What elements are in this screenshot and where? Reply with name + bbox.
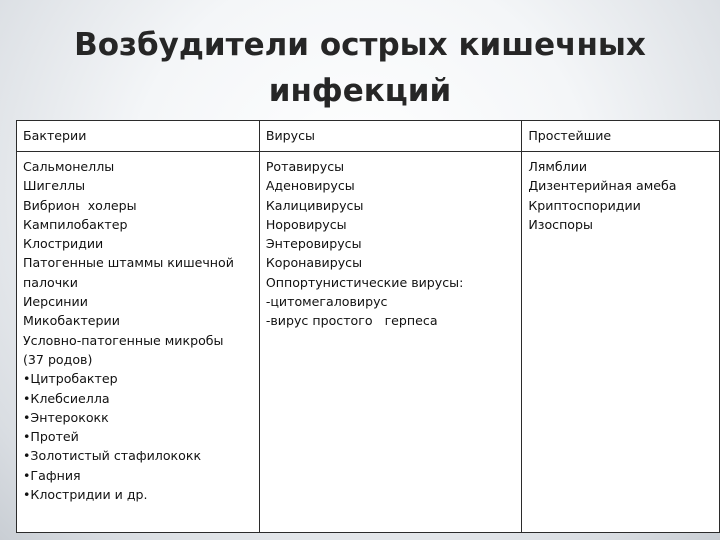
list-item: •Гафния <box>23 467 81 483</box>
list-item: Иерсинии <box>23 294 88 310</box>
list-item: •Золотистый стафилококк <box>23 448 202 464</box>
viruses-cell <box>259 152 522 533</box>
list-item: Условно-патогенные микробы <box>23 332 224 348</box>
list-item: •Клостридии и др. <box>23 487 148 503</box>
list-item: Изоспоры <box>528 216 593 232</box>
list-item: Лямблии <box>528 159 588 174</box>
list-item: Коронавирусы <box>265 255 363 271</box>
list-item: (37 родов) <box>23 351 93 367</box>
list-item: Дизентерийная амеба <box>528 178 677 194</box>
pathogens-table <box>16 120 720 533</box>
list-item: палочки <box>23 274 78 290</box>
table-row <box>17 152 720 533</box>
list-item: Криптоспоридии <box>528 197 641 213</box>
slide-title <box>0 22 720 114</box>
list-item: -цитомегаловирус <box>265 294 388 310</box>
slide-title-line-1: Возбудители острых кишечных <box>74 27 646 63</box>
list-item: Клостридии <box>23 236 104 252</box>
list-item: •Протей <box>23 429 79 445</box>
list-item: Сальмонеллы <box>23 159 115 174</box>
list-item: Патогенные штаммы кишечной <box>23 255 234 271</box>
list-item: •Энтерококк <box>23 409 109 425</box>
list-item: Энтеровирусы <box>265 236 362 252</box>
list-item: Норовирусы <box>265 216 347 232</box>
list-item: Оппортунистические вирусы: <box>265 274 464 290</box>
table-header-row <box>17 121 720 152</box>
list-item: Ротавирусы <box>265 159 345 174</box>
list-item: Вибрион холеры <box>23 197 137 213</box>
header-viruses: Вирусы <box>259 121 522 152</box>
list-item: Кампилобактер <box>23 216 128 232</box>
protozoa-cell <box>522 152 720 533</box>
list-item: Аденовирусы <box>265 178 355 194</box>
bacteria-cell <box>17 152 260 533</box>
slide-title-line-2: инфекций <box>268 73 452 109</box>
list-item: •Клебсиелла <box>23 390 110 406</box>
list-item: Микобактерии <box>23 313 120 329</box>
list-item: Калицивирусы <box>265 197 364 213</box>
header-protozoa: Простейшие <box>522 121 720 152</box>
list-item: Шигеллы <box>23 178 86 194</box>
list-item: -вирус простого герпеса <box>265 313 438 329</box>
list-item: •Цитробактер <box>23 371 118 387</box>
header-bacteria: Бактерии <box>17 121 260 152</box>
